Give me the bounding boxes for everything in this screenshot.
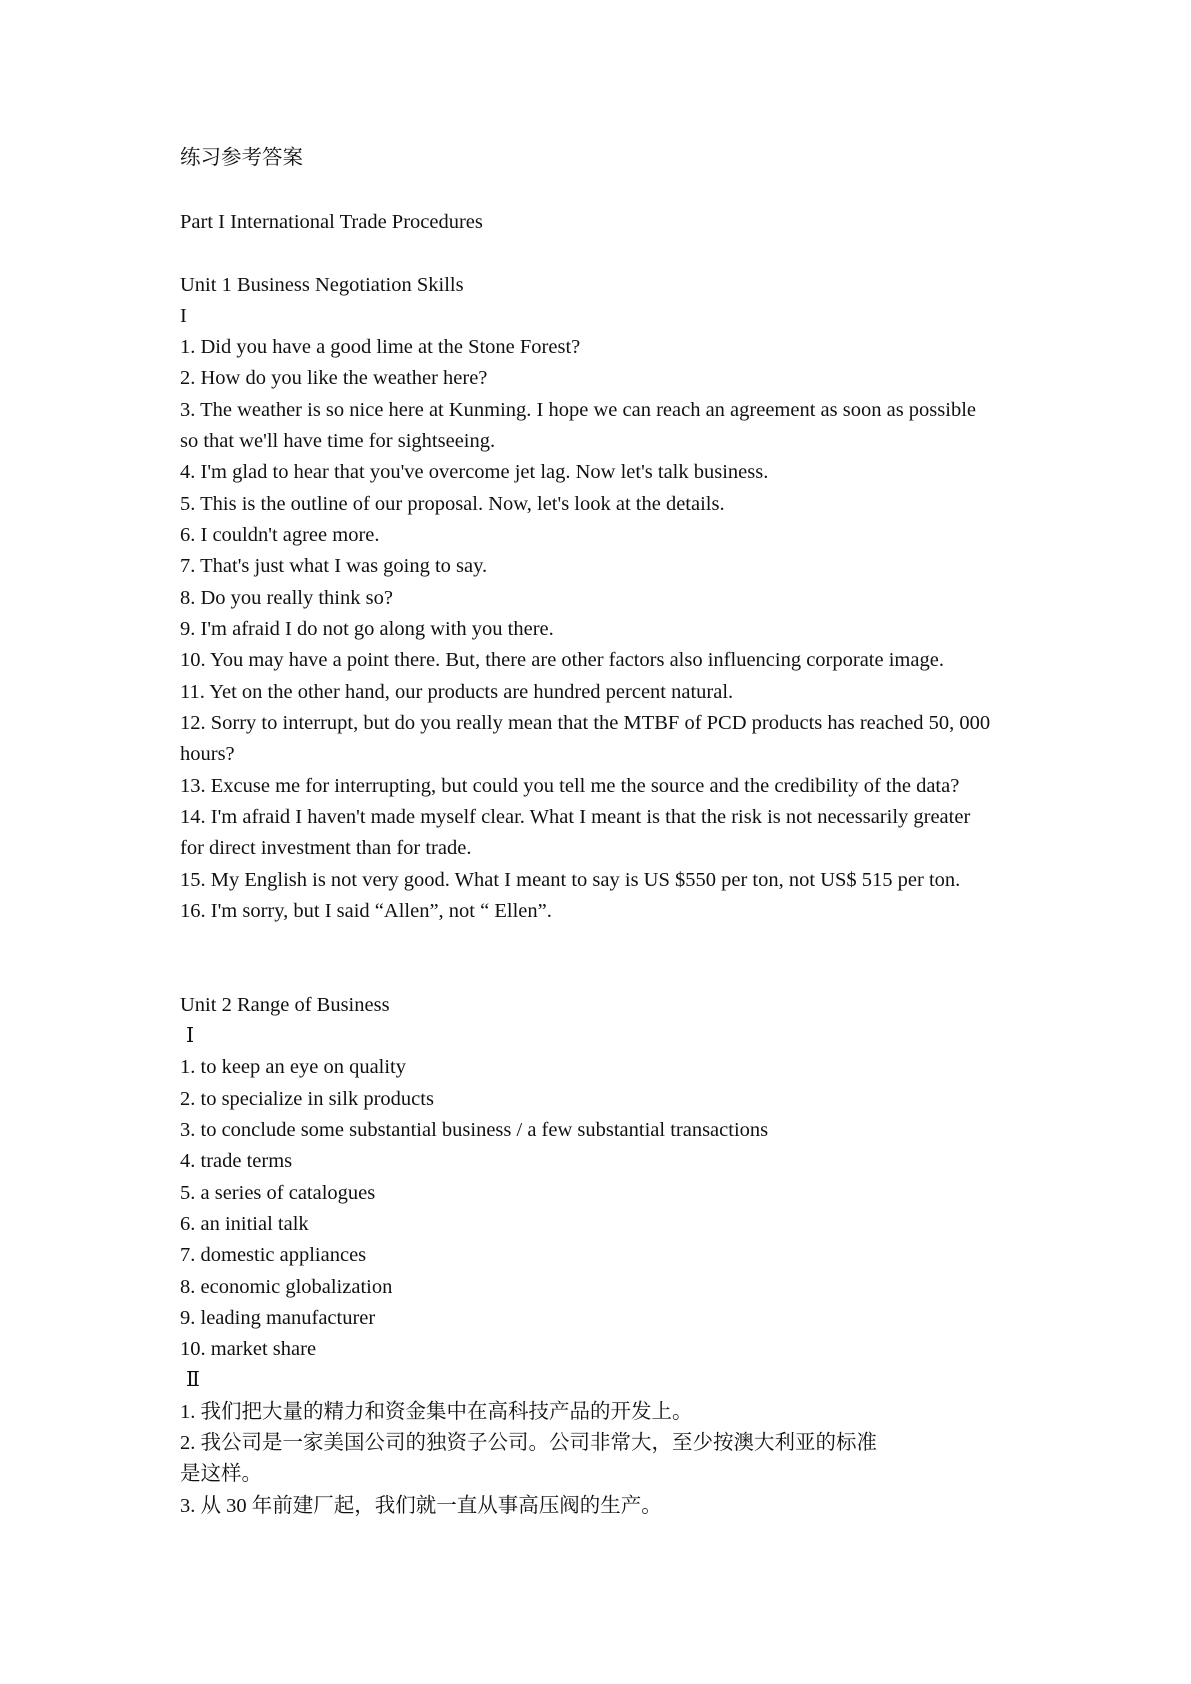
list-item: 3. 从 30 年前建厂起，我们就一直从事高压阀的生产。: [180, 1495, 662, 1517]
unit2-section2-label: Ⅱ: [186, 1369, 200, 1391]
list-item: 8. Do you really think so?: [180, 587, 393, 609]
list-item: so that we'll have time for sightseeing.: [180, 430, 496, 452]
list-item: 6. I couldn't agree more.: [180, 524, 380, 546]
list-item: hours?: [180, 743, 235, 765]
list-item: 9. I'm afraid I do not go along with you there.: [180, 618, 554, 640]
list-item: 8. economic globalization: [180, 1276, 393, 1298]
list-item: 15. My English is not very good. What I meant to say is US $550 per ton, not US$ 515 per ton.: [180, 869, 961, 891]
list-item: 7. domestic appliances: [180, 1244, 367, 1266]
list-item: 14. I'm afraid I haven't made myself clear. What I meant is that the risk is not necessarily greater: [180, 806, 971, 828]
list-item: for direct investment than for trade.: [180, 837, 472, 859]
list-item: 13. Excuse me for interrupting, but could you tell me the source and the credibility of the data?: [180, 775, 960, 797]
list-item: 3. The weather is so nice here at Kunming. I hope we can reach an agreement as soon as possible: [180, 399, 976, 421]
list-item: 11. Yet on the other hand, our products are hundred percent natural.: [180, 681, 734, 703]
list-item: 10. market share: [180, 1338, 317, 1360]
list-item: 2. 我公司是一家美国公司的独资子公司。公司非常大，至少按澳大利亚的标准: [180, 1432, 877, 1454]
list-item: 5. This is the outline of our proposal. Now, let's look at the details.: [180, 493, 725, 515]
list-item: 1. Did you have a good lime at the Stone Forest?: [180, 336, 581, 358]
list-item: 1. 我们把大量的精力和资金集中在高科技产品的开发上。: [180, 1401, 693, 1423]
list-item: 4. trade terms: [180, 1150, 293, 1172]
list-item: 2. to specialize in silk products: [180, 1088, 434, 1110]
unit1-heading: Unit 1 Business Negotiation Skills: [180, 274, 464, 296]
unit1-section-label: I: [180, 305, 187, 327]
list-item: 2. How do you like the weather here?: [180, 367, 488, 389]
unit2-heading: Unit 2 Range of Business: [180, 994, 390, 1016]
list-item: 12. Sorry to interrupt, but do you really mean that the MTBF of PCD products has reached 50, 000: [180, 712, 991, 734]
list-item: 9. leading manufacturer: [180, 1307, 376, 1329]
list-item: 6. an initial talk: [180, 1213, 309, 1235]
unit2-section1-label: Ⅰ: [186, 1025, 195, 1047]
list-item: 5. a series of catalogues: [180, 1182, 376, 1204]
list-item: 3. to conclude some substantial business / a few substantial transactions: [180, 1119, 769, 1141]
list-item: 16. I'm sorry, but I said “Allen”, not “ Ellen”.: [180, 900, 552, 922]
document-title: 练习参考答案: [180, 147, 303, 169]
list-item: 是这样。: [180, 1463, 262, 1485]
list-item: 7. That's just what I was going to say.: [180, 555, 488, 577]
part-heading: Part I International Trade Procedures: [180, 211, 483, 233]
list-item: 1. to keep an eye on quality: [180, 1056, 407, 1078]
list-item: 10. You may have a point there. But, there are other factors also influencing corporate image.: [180, 649, 944, 671]
list-item: 4. I'm glad to hear that you've overcome jet lag. Now let's talk business.: [180, 461, 769, 483]
